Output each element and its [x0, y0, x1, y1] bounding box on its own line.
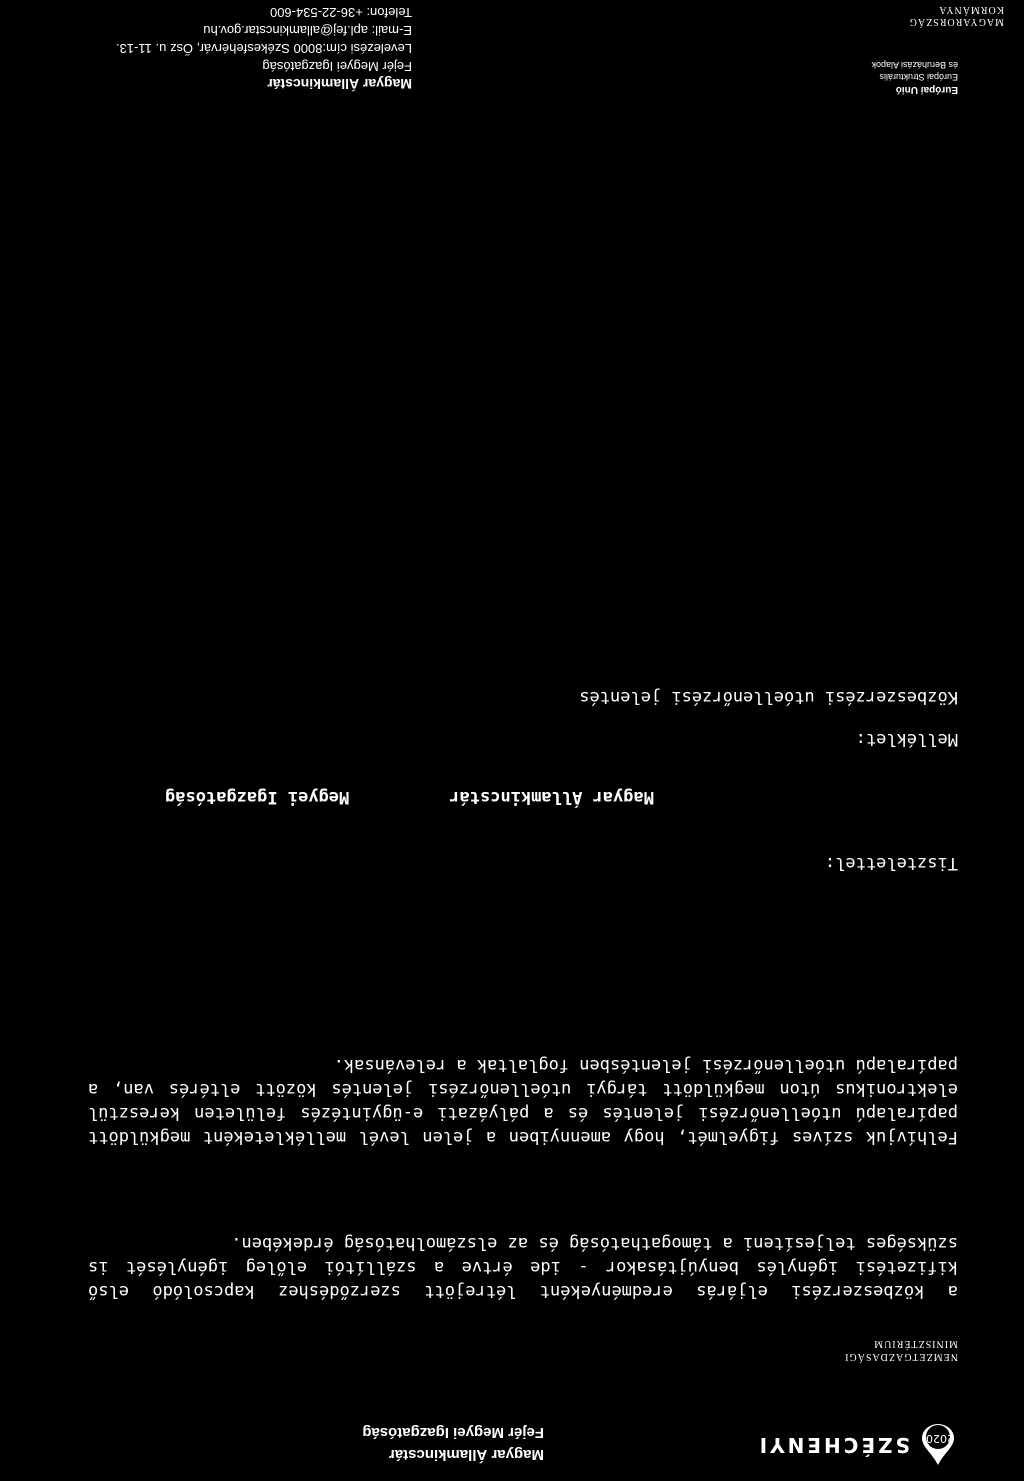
government-line1: MAGYARORSZÁG: [908, 16, 1004, 27]
footer-email: E-mail: apl.fej@allamkincstar.gov.hu: [203, 23, 412, 38]
footer-dept: Fejér Megyei Igazgatóság: [262, 59, 412, 74]
greeting: Tisztelettel:: [824, 853, 958, 873]
header-org-dept: Fejér Megyei Igazgatóság: [362, 1424, 544, 1441]
header-organization: [362, 1421, 544, 1465]
logo-year: 2020: [926, 1432, 954, 1445]
footer-org: Magyar Államkincstár: [267, 76, 412, 92]
signature-org: Magyar Államkincstár: [449, 787, 654, 807]
attachment-label: Melléklet:: [855, 729, 958, 749]
eu-fund-line1: Európai Strukturális: [879, 72, 958, 82]
ministry-name: [844, 1337, 958, 1363]
footer-postal: Levelezési cím:8000 Székesfehérvár, Ősz u. 11-13.: [115, 41, 412, 56]
ministry-line1: NEMZETGAZDASÁGI: [844, 1351, 958, 1362]
government-name: [909, 3, 1004, 27]
footer-phone: Telefon: +36-22-534-600: [269, 5, 412, 20]
eu-funding-block: [871, 59, 958, 95]
footer-contact: [116, 3, 412, 93]
government-line2: KORMÁNYA: [938, 4, 1004, 15]
eu-name: Európai Unió: [895, 84, 958, 95]
ministry-line2: MINISZTÉRIUM: [873, 1338, 958, 1349]
eu-fund-line2: és Beruházási Alapok: [871, 60, 958, 70]
header-org-name: Magyar Államkincstár: [388, 1446, 544, 1463]
drop-icon: [918, 1423, 958, 1467]
signature-block: [165, 787, 654, 807]
szechenyi-2020-logo: [757, 1423, 958, 1467]
body-paragraph-1: a közbeszerzési eljárás eredményeként létrejött szerződéshez kapcsolódó első kifizetési igénylés benyújtásakor - ide értve a szállítói előleg igénylését is szükséges teljesíteni a támogathatóság és az elszámolhatóság érdekében.: [88, 1233, 958, 1301]
body-paragraph-2: Felhívjuk szíves figyelmét, hogy amennyiben a jelen levél mellékleteként megküldött papíralapú utóellenőrzési jelentés és a pályázati e-ügyintézés felületen keresztül elektronikus úton megküldött tárgyi utóellenőrzési jelentés között eltérés van, a papíralapú utóellenőrzési jelentésben foglaltak a relevánsak.: [88, 1055, 958, 1147]
attachment-item: Közbeszerzési utóellenőrzési jelentés: [579, 687, 958, 707]
logo-word: SZÉCHENYI: [756, 1433, 910, 1457]
signature-dept: Megyei Igazgatóság: [165, 787, 350, 807]
